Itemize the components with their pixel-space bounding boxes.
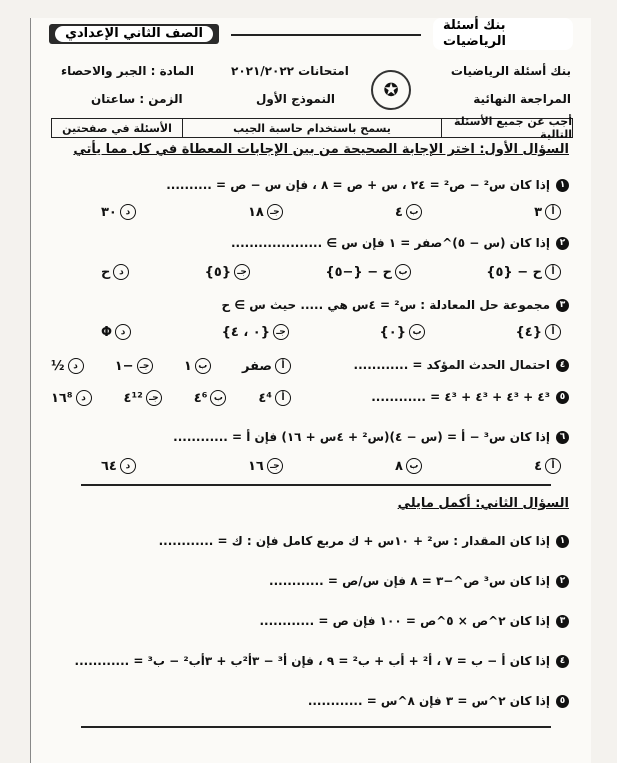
q1-item-4-text: احتمال الحدث المؤكد = ............: [353, 358, 550, 372]
calculator-text: يسمح باستخدام حاسبة الجيب: [182, 119, 441, 137]
q1-item-5-text: ٤³ + ٤³ + ٤³ + ٤³ = ............: [371, 390, 550, 404]
q2-item-1-text: إذا كان المقدار : س² + ١٠س + ك مربع كامل فإن : ك = ............: [158, 534, 550, 548]
time-label: الزمن : ساعتان: [91, 92, 183, 106]
option[interactable]: جـ ٤¹²: [124, 390, 162, 406]
option[interactable]: أ ٤: [534, 458, 561, 474]
bottom-divider: [81, 726, 551, 728]
info-bar: [51, 115, 573, 141]
q2-item-3: [259, 614, 569, 628]
q1-item-3-text: مجموعة حل المعادلة : س² = ٤س هي ..... حيث س ∋ ح: [221, 298, 550, 312]
option[interactable]: جـ ١٦: [248, 458, 283, 474]
q2-item-4-num: ٤: [556, 655, 569, 668]
option[interactable]: أ ح − {٥}: [486, 264, 561, 280]
option[interactable]: ب ١: [184, 358, 211, 374]
option[interactable]: أ صفر: [242, 358, 291, 374]
option[interactable]: ب ح − {−٥}: [325, 264, 411, 280]
top-rule: [231, 34, 421, 36]
exam-page: [30, 18, 591, 763]
option[interactable]: أ ٣: [534, 204, 561, 220]
option[interactable]: د ٣٠: [101, 204, 136, 220]
q1-item-1-num: ١: [556, 179, 569, 192]
q1-item-3-num: ٣: [556, 299, 569, 312]
q1-item-5: [371, 390, 569, 404]
q1-item-1-options: [101, 204, 561, 220]
q2-item-2-text: إذا كان س³ ص^−٣ = ٨ فإن س/ص = ............: [269, 574, 550, 588]
option[interactable]: جـ {٠ ، ٤}: [222, 324, 289, 340]
q1-item-5-options: [51, 390, 291, 406]
option[interactable]: د ١٦⁸: [51, 390, 92, 406]
q1-item-2-options: [101, 264, 561, 280]
answer-all-text: أجب عن جميع الأسئلة التالية: [441, 119, 572, 137]
q1-title: السؤال الأول: اختر الإجابة الصحيحة من بين الإجابات المعطاة في كل مما يأتي: [73, 142, 569, 157]
q2-item-1: [159, 534, 569, 548]
model-label: النموذج الأول: [256, 92, 335, 106]
option[interactable]: د ٦٤: [101, 458, 136, 474]
option[interactable]: جـ {٥}: [205, 264, 250, 280]
q1-item-6-num: ٦: [556, 431, 569, 444]
q2-item-3-text: إذا كان ٢^ص × ٥^ص = ١٠٠ فإن ص = ............: [259, 614, 550, 628]
q2-item-5-num: ٥: [556, 695, 569, 708]
q1-item-3-options: [101, 324, 561, 340]
q1-item-6-text: إذا كان س³ − أ = (س − ٤)(س² + ٤س + ١٦) فإن أ = ............: [173, 430, 550, 444]
option[interactable]: جـ ١٨: [248, 204, 283, 220]
option[interactable]: جـ −١: [115, 358, 153, 374]
option[interactable]: د ½: [51, 358, 83, 374]
banner-right-label: بنك أسئلة الرياضيات: [433, 18, 573, 50]
q1-item-6-options: [101, 458, 561, 474]
title-right-1: بنك أسئلة الرياضيات: [450, 64, 571, 78]
q2-item-4-text: إذا كان أ − ب = ٧ ، أ² + أب + ب² = ٩ ، فإن أ³ − ٣أ²ب + ٣أب² − ب³ = ............: [74, 654, 550, 668]
option[interactable]: ب ٨: [395, 458, 422, 474]
section-divider: [81, 484, 551, 486]
q1-item-4-options: [51, 358, 291, 374]
option[interactable]: د ح: [101, 264, 129, 280]
q2-item-3-num: ٣: [556, 615, 569, 628]
title-right-2: المراجعة النهائية: [473, 92, 571, 106]
option[interactable]: أ ٤⁴: [258, 390, 291, 406]
banner-left: [49, 24, 219, 44]
pages-text: الأسئلة في صفحتين: [62, 121, 172, 135]
q2-item-5-text: إذا كان ٢^س = ٣ فإن ٨^س = ............: [307, 694, 550, 708]
option[interactable]: د Φ: [101, 324, 131, 340]
q1-item-2-text: إذا كان (س − ٥)^صفر = ١ فإن س ∋ ....................: [230, 236, 550, 250]
option[interactable]: ب ٤⁶: [194, 390, 227, 406]
q1-item-4: [354, 358, 569, 372]
option[interactable]: أ {٤}: [516, 324, 561, 340]
q1-item-4-num: ٤: [556, 359, 569, 372]
option[interactable]: ب {٠}: [380, 324, 425, 340]
exam-title: امتحانات ٢٠٢١/٢٠٢٢: [231, 64, 349, 78]
q1-item-6: [173, 430, 569, 444]
q1-item-2-num: ٢: [556, 237, 569, 250]
subject-label: المادة : الجبر والاحصاء: [61, 64, 194, 78]
q2-item-2-num: ٢: [556, 575, 569, 588]
q2-title: السؤال الثاني: أكمل مايلي: [397, 496, 569, 511]
banner-right: [433, 18, 573, 49]
q2-item-1-num: ١: [556, 535, 569, 548]
q1-item-1-text: إذا كان س² − ص² = ٢٤ ، س + ص = ٨ ، فإن س − ص = ..........: [166, 178, 550, 192]
q2-item-5: [308, 694, 569, 708]
q2-item-4: [75, 654, 569, 668]
q1-item-2: [231, 236, 569, 250]
q1-item-3: [221, 298, 569, 312]
q1-item-1: [166, 178, 569, 192]
q1-item-5-num: ٥: [556, 391, 569, 404]
banner-left-label: الصف الثاني الإعدادي: [55, 26, 213, 42]
school-seal-icon: ✪: [371, 70, 411, 110]
option[interactable]: ب ٤: [395, 204, 422, 220]
q2-item-2: [269, 574, 569, 588]
